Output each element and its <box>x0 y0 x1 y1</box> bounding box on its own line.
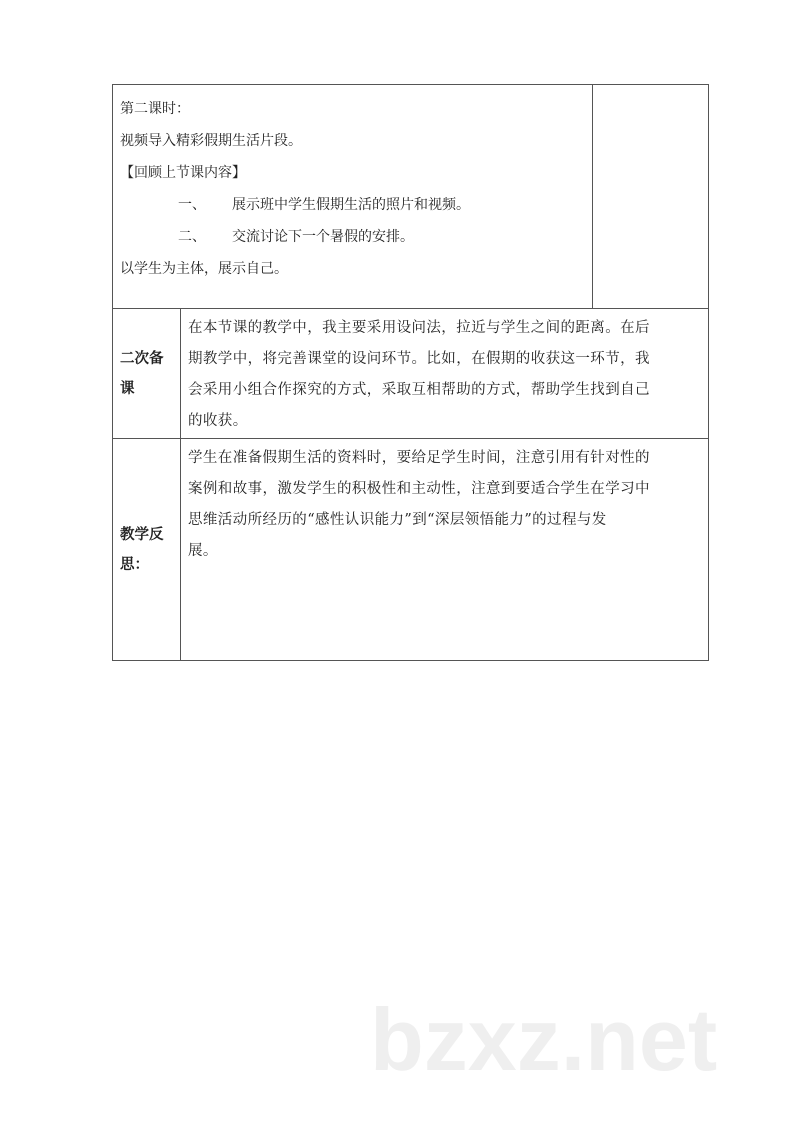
text-line: 思维活动所经历的“感性认识能力”到“深层领悟能力”的过程与发 <box>188 512 607 528</box>
watermark: bzxz.net <box>370 990 718 1089</box>
second-prep-content <box>181 309 708 438</box>
second-prep-label <box>113 309 181 438</box>
label-line: 思： <box>120 555 149 573</box>
text-line: 展。 <box>188 543 218 559</box>
label-line: 教学反 <box>120 525 164 543</box>
lesson-content-cell <box>113 85 593 308</box>
lesson-closing: 以学生为主体，展示自己。 <box>120 261 288 277</box>
list-number: 二、 <box>178 229 206 245</box>
lesson-list-item <box>120 221 592 253</box>
lesson-title: 第二课时： <box>120 101 190 117</box>
text-line: 会采用小组合作探究的方式，采取互相帮助的方式，帮助学生找到自己 <box>188 382 650 398</box>
list-number: 一、 <box>178 197 206 213</box>
list-text: 展示班中学生假期生活的照片和视频。 <box>232 197 470 213</box>
reflection-label <box>113 439 181 660</box>
notes-cell <box>593 85 708 308</box>
second-prep-row <box>113 308 708 438</box>
reflection-content <box>181 439 708 660</box>
list-text: 交流讨论下一个暑假的安排。 <box>232 229 414 245</box>
text-line: 期教学中，将完善课堂的设问环节。比如，在假期的收获这一环节，我 <box>188 351 650 367</box>
lesson-line: 视频导入精彩假期生活片段。 <box>120 133 302 149</box>
lesson-list-item <box>120 189 592 221</box>
label-line: 二次备 <box>120 349 164 367</box>
text-line: 在本节课的教学中，我主要采用设问法，拉近与学生之间的距离。在后 <box>188 320 650 336</box>
text-line: 的收获。 <box>188 413 248 429</box>
text-line: 案例和故事，激发学生的积极性和主动性，注意到要适合学生在学习中 <box>188 481 650 497</box>
lesson-content-row <box>113 85 708 308</box>
reflection-row <box>113 438 708 660</box>
label-line: 课 <box>120 379 135 397</box>
lesson-section-heading: 【回顾上节课内容】 <box>120 165 246 181</box>
text-line: 学生在准备假期生活的资料时，要给足学生时间，注意引用有针对性的 <box>188 450 650 466</box>
lesson-plan-table <box>112 84 709 661</box>
